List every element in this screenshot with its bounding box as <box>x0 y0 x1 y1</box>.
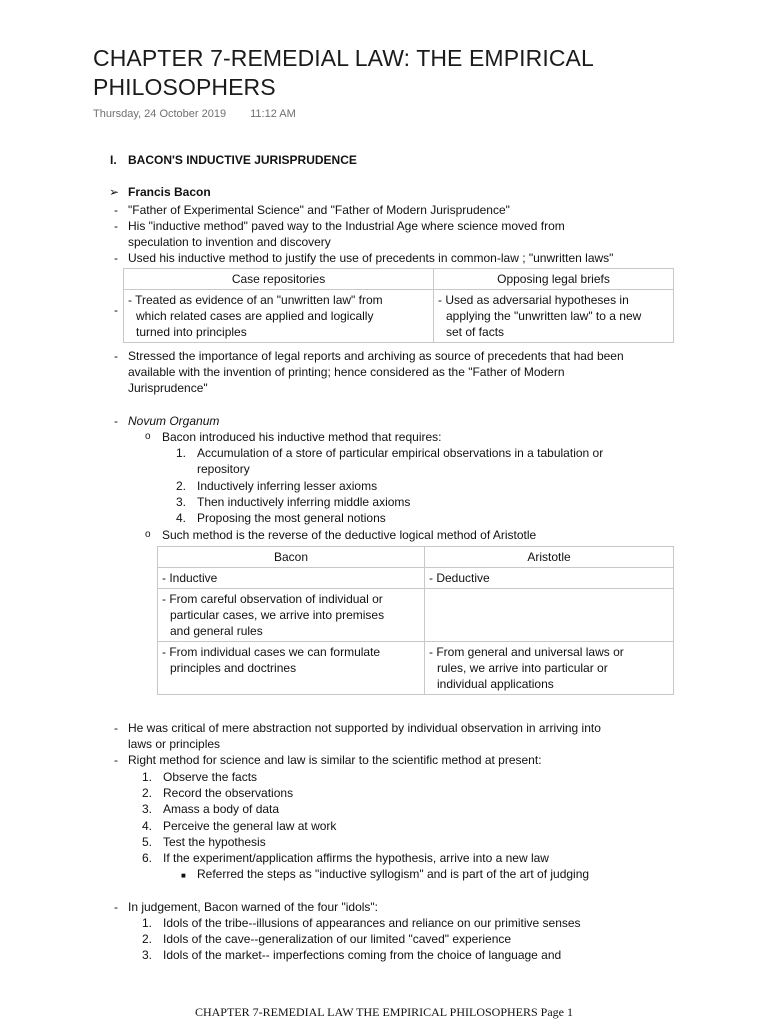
section-heading: BACON'S INDUCTIVE JURISPRUDENCE <box>128 153 357 167</box>
list-item-continued: available with the invention of printing; hence considered as the "Father of Modern <box>128 365 565 379</box>
section-numeral: I. <box>110 153 117 167</box>
list-item: Then inductively inferring middle axioms <box>197 495 411 509</box>
list-item: Inductively inferring lesser axioms <box>197 479 378 493</box>
francis-bacon-heading: Francis Bacon <box>128 185 211 199</box>
list-item-continued: repository <box>197 462 250 476</box>
date-text: Thursday, 24 October 2019 <box>93 108 227 120</box>
dash-bullet: - <box>114 219 118 233</box>
dash-bullet: - <box>114 203 118 217</box>
table-cell: - From individual cases we can formulate principles and doctrines <box>158 642 425 695</box>
list-item-continued: Jurisprudence" <box>128 381 208 395</box>
bacon-aristotle-table <box>157 546 674 695</box>
list-item: Referred the steps as "inductive syllogism" and is part of the art of judging <box>197 867 590 881</box>
page-footer: CHAPTER 7-REMEDIAL LAW THE EMPIRICAL PHILOSOPHERS Page 1 <box>194 1005 574 1019</box>
time-text: 11:12 AM <box>250 108 296 120</box>
list-item: Stressed the importance of legal reports and archiving as source of precedents that had been <box>128 349 624 363</box>
novum-organum-title: Novum Organum <box>128 414 220 428</box>
table-header: Aristotle <box>425 547 674 568</box>
table-cell: - From careful observation of individual or particular cases, we arrive into premises and general rules <box>158 589 425 642</box>
table-cell: - From general and universal laws or rules, we arrive into particular or individual applications <box>425 642 674 695</box>
dash-bullet: - <box>114 303 118 317</box>
step-number: 3. <box>142 802 153 816</box>
step-number: 4. <box>176 511 187 525</box>
step-number: 2. <box>142 786 153 800</box>
step-number: 3. <box>176 495 187 509</box>
list-item: Accumulation of a store of particular empirical observations in a tabulation or <box>197 446 604 460</box>
list-item: Such method is the reverse of the deductive logical method of Aristotle <box>162 528 537 542</box>
circle-bullet: o <box>145 529 151 540</box>
dash-bullet: - <box>114 753 118 767</box>
list-item: His "inductive method" paved way to the Industrial Age where science moved from <box>128 219 565 233</box>
table-cell-empty <box>425 589 674 642</box>
timestamp <box>93 108 296 120</box>
dash-bullet: - <box>114 349 118 363</box>
step-number: 3. <box>142 948 153 962</box>
list-item-continued: speculation to invention and discovery <box>128 235 331 249</box>
list-item: Amass a body of data <box>163 802 280 816</box>
step-number: 1. <box>142 770 153 784</box>
list-item: Bacon introduced his inductive method that requires: <box>162 430 442 444</box>
list-item-continued: laws or principles <box>128 737 221 751</box>
list-item: Perceive the general law at work <box>163 819 337 833</box>
step-number: 5. <box>142 835 153 849</box>
dash-bullet: - <box>114 414 118 428</box>
arrow-bullet-icon: ➢ <box>109 185 120 199</box>
table-cell: - Used as adversarial hypotheses in applying the "unwritten law" to a new set of facts <box>434 290 674 343</box>
list-item: Test the hypothesis <box>163 835 266 849</box>
list-item: Proposing the most general notions <box>197 511 386 525</box>
list-item: "Father of Experimental Science" and "Father of Modern Jurisprudence" <box>128 203 510 217</box>
list-item: Used his inductive method to justify the use of precedents in common-law ; "unwritten laws" <box>128 251 614 265</box>
precedents-table <box>123 268 674 343</box>
step-number: 6. <box>142 851 153 865</box>
list-item: Idols of the tribe--illusions of appearances and reliance on our primitive senses <box>163 916 581 930</box>
table-header: Opposing legal briefs <box>434 269 674 290</box>
dash-bullet: - <box>114 900 118 914</box>
list-item: In judgement, Bacon warned of the four "idols": <box>128 900 379 914</box>
table-cell: - Inductive <box>158 568 425 589</box>
step-number: 4. <box>142 819 153 833</box>
list-item: If the experiment/application affirms the hypothesis, arrive into a new law <box>163 851 549 865</box>
step-number: 2. <box>176 479 187 493</box>
list-item: Record the observations <box>163 786 294 800</box>
table-cell: - Deductive <box>425 568 674 589</box>
table-header: Case repositories <box>124 269 434 290</box>
list-item: Idols of the market-- imperfections coming from the choice of language and <box>163 948 562 962</box>
dash-bullet: - <box>114 251 118 265</box>
table-header: Bacon <box>158 547 425 568</box>
square-bullet: ■ <box>181 871 186 880</box>
step-number: 1. <box>142 916 153 930</box>
page-title: CHAPTER 7-REMEDIAL LAW: THE EMPIRICAL PHILOSOPHERS <box>93 45 594 100</box>
dash-bullet: - <box>114 721 118 735</box>
step-number: 2. <box>142 932 153 946</box>
list-item: He was critical of mere abstraction not supported by individual observation in arriving into <box>128 721 601 735</box>
list-item: Idols of the cave--generalization of our limited "caved" experience <box>163 932 512 946</box>
list-item: Right method for science and law is similar to the scientific method at present: <box>128 753 542 767</box>
step-number: 1. <box>176 446 187 460</box>
table-cell: - Treated as evidence of an "unwritten law" from which related cases are applied and logically turned into principles <box>124 290 434 343</box>
circle-bullet: o <box>145 431 151 442</box>
list-item: Observe the facts <box>163 770 258 784</box>
